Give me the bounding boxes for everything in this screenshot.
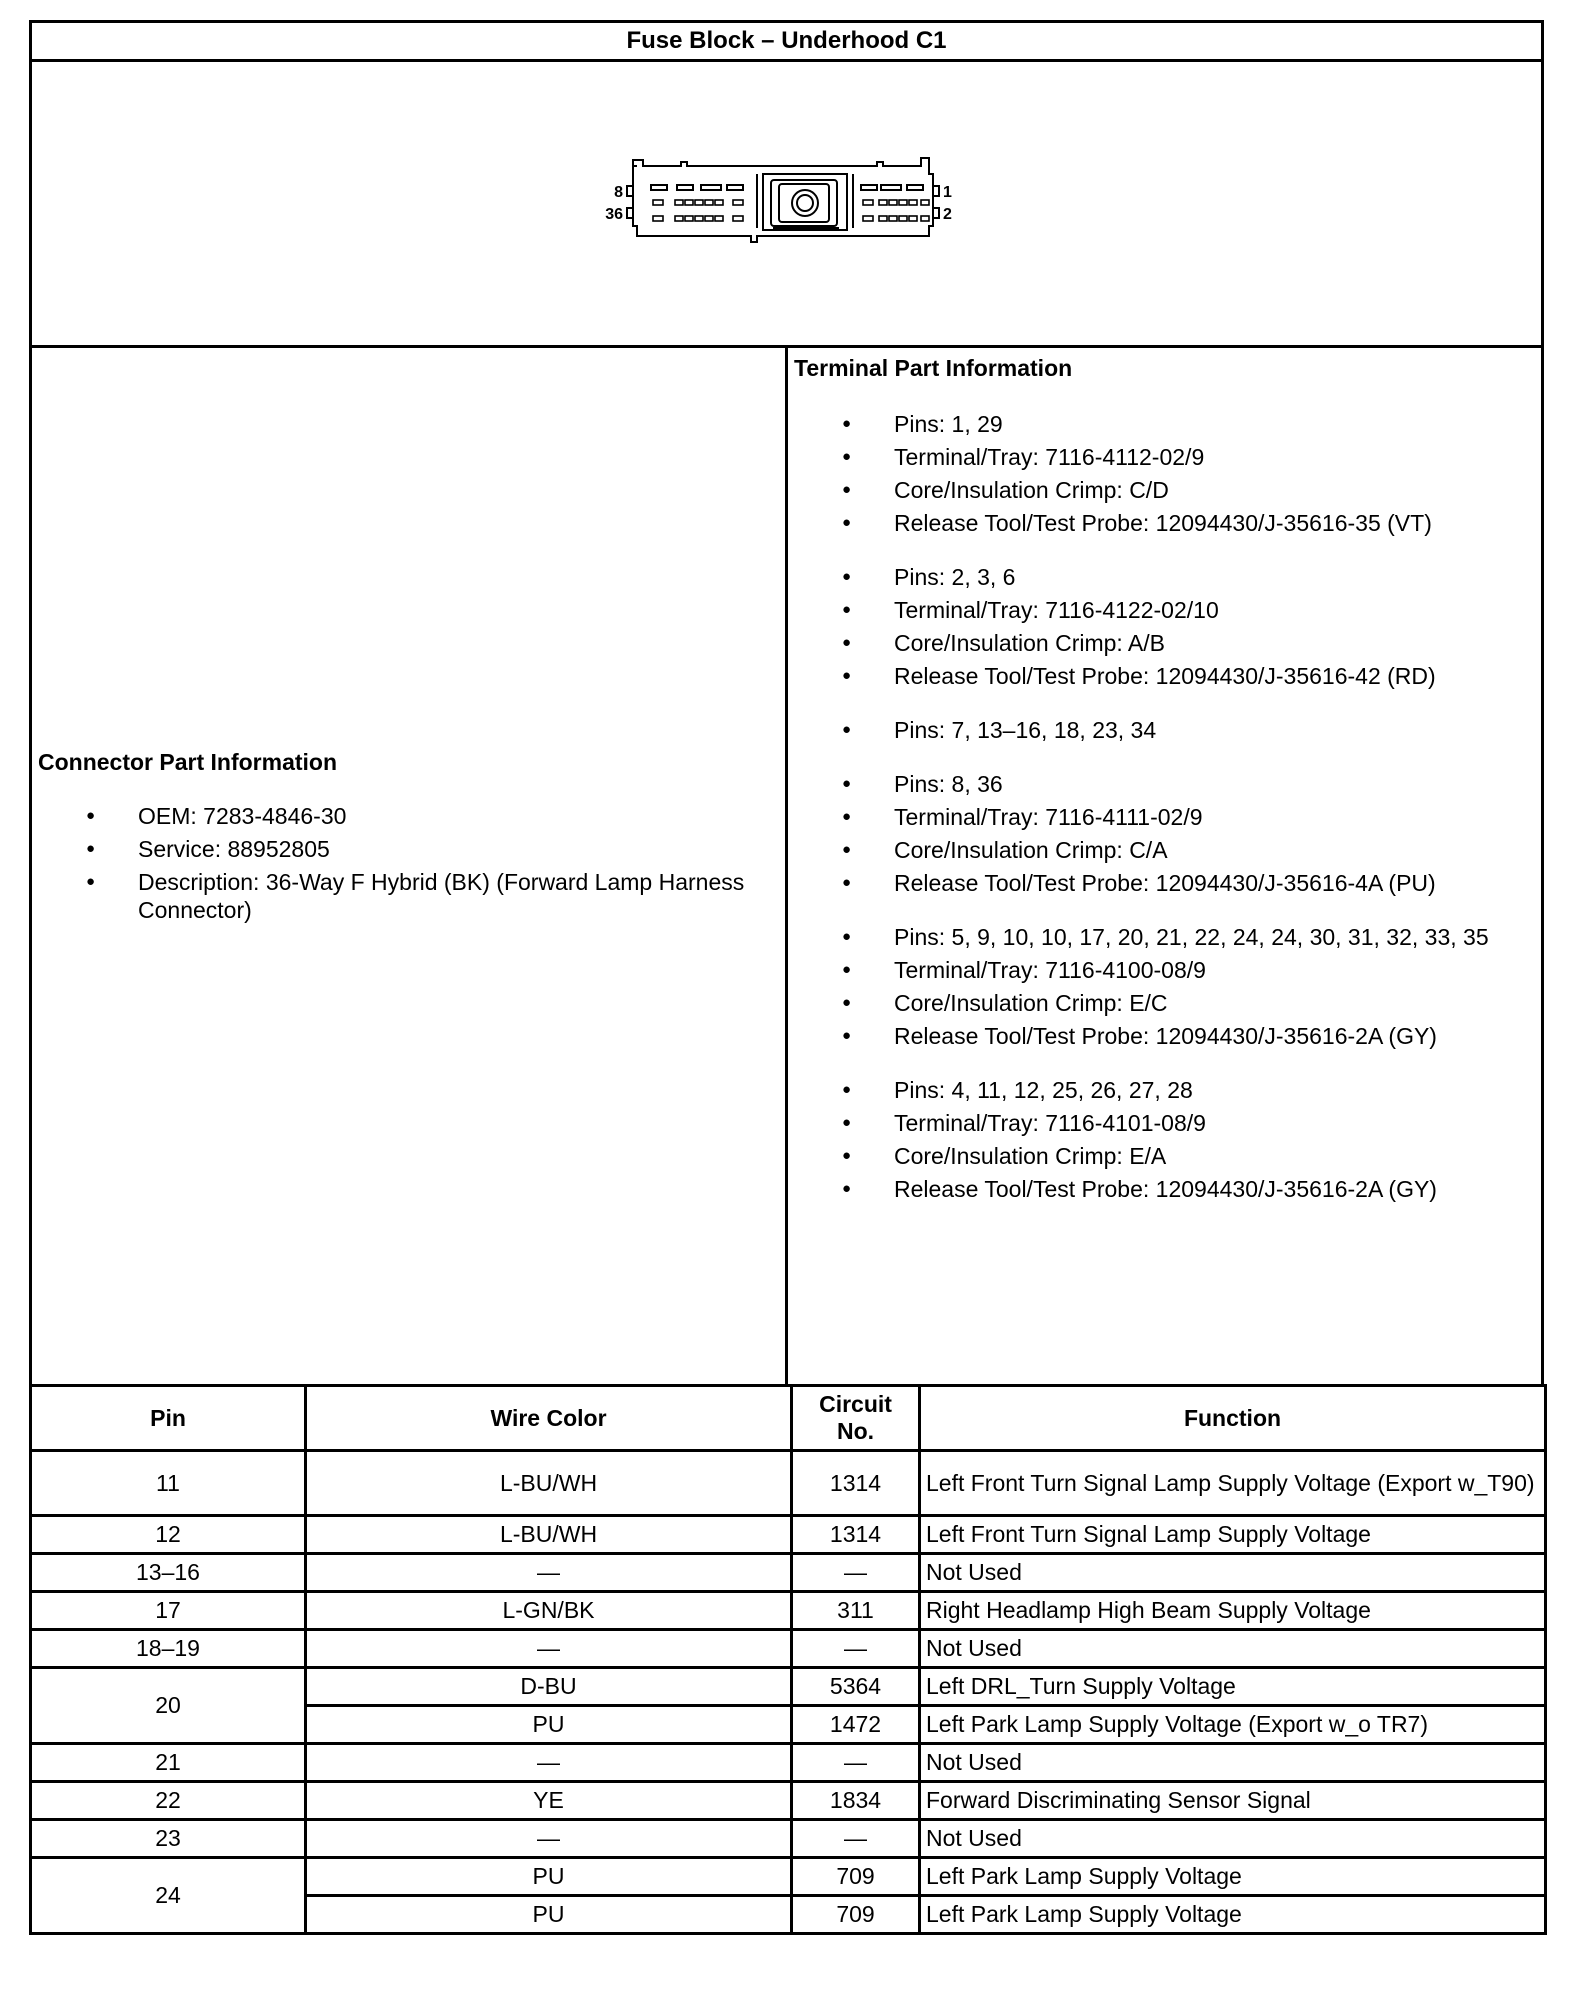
terminal-pins: ● Pins: 1, 29 xyxy=(894,410,1535,438)
table-row xyxy=(31,1554,1546,1592)
cell-circuit: — xyxy=(792,1630,920,1668)
table-row xyxy=(31,1668,1546,1706)
terminal-group xyxy=(794,563,1535,690)
header-wire-color: Wire Color xyxy=(306,1386,792,1451)
header-function: Function xyxy=(920,1386,1546,1451)
cell-pin: 21 xyxy=(31,1744,306,1782)
table-row xyxy=(31,1858,1546,1896)
cell-function: Left Front Turn Signal Lamp Supply Voltage xyxy=(920,1516,1546,1554)
connector-face-diagram xyxy=(577,144,997,264)
table-row xyxy=(31,1744,1546,1782)
connector-info-cell xyxy=(31,347,787,1386)
cell-wire-color: PU xyxy=(306,1896,792,1934)
cell-pin: 20 xyxy=(31,1668,306,1744)
cell-circuit: 709 xyxy=(792,1858,920,1896)
table-row xyxy=(31,1516,1546,1554)
terminal-tray: ● Terminal/Tray: 7116-4101-08/9 xyxy=(894,1109,1535,1137)
pin-table xyxy=(29,1384,1547,1935)
pin-label-2: 2 xyxy=(942,205,952,223)
cell-wire-color: L-BU/WH xyxy=(306,1516,792,1554)
cell-function: Not Used xyxy=(920,1820,1546,1858)
cell-pin: 23 xyxy=(31,1820,306,1858)
table-row xyxy=(31,1451,1546,1516)
cell-function: Left Front Turn Signal Lamp Supply Voltage (Export w_T90) xyxy=(920,1451,1546,1516)
terminal-pins: ● Pins: 2, 3, 6 xyxy=(894,563,1535,591)
cell-wire-color: L-GN/BK xyxy=(306,1592,792,1630)
terminal-pins: ● Pins: 4, 11, 12, 25, 26, 27, 28 xyxy=(894,1076,1535,1104)
connector-description: ● Description: 36-Way F Hybrid (BK) (Forward Lamp Harness Connector) xyxy=(138,868,778,924)
terminal-crimp: ● Core/Insulation Crimp: C/D xyxy=(894,476,1535,504)
terminal-pins: ● Pins: 5, 9, 10, 10, 17, 20, 21, 22, 24, 24, 30, 31, 32, 33, 35 xyxy=(894,923,1535,951)
terminal-tool: ● Release Tool/Test Probe: 12094430/J-35616-2A (GY) xyxy=(894,1175,1535,1203)
terminal-heading: Terminal Part Information xyxy=(794,355,1073,381)
cell-pin: 24 xyxy=(31,1858,306,1934)
cell-function: Left Park Lamp Supply Voltage xyxy=(920,1896,1546,1934)
cell-wire-color: YE xyxy=(306,1782,792,1820)
terminal-crimp: ● Core/Insulation Crimp: E/C xyxy=(894,989,1535,1017)
cell-function: Not Used xyxy=(920,1554,1546,1592)
cell-function: Left Park Lamp Supply Voltage xyxy=(920,1858,1546,1896)
table-row xyxy=(31,1782,1546,1820)
terminal-tool: ● Release Tool/Test Probe: 12094430/J-35616-4A (PU) xyxy=(894,869,1535,897)
cell-function: Not Used xyxy=(920,1744,1546,1782)
cell-pin: 17 xyxy=(31,1592,306,1630)
terminal-group xyxy=(794,770,1535,897)
cell-pin: 11 xyxy=(31,1451,306,1516)
header-circuit-line1: Circuit xyxy=(819,1391,892,1417)
connector-service: ● Service: 88952805 xyxy=(138,835,778,863)
connector-diagram-cell xyxy=(31,61,1543,347)
cell-wire-color: — xyxy=(306,1744,792,1782)
cell-circuit: — xyxy=(792,1820,920,1858)
terminal-tool: ● Release Tool/Test Probe: 12094430/J-35616-2A (GY) xyxy=(894,1022,1535,1050)
header-circuit xyxy=(792,1386,920,1451)
cell-pin: 13–16 xyxy=(31,1554,306,1592)
terminal-tray: ● Terminal/Tray: 7116-4111-02/9 xyxy=(894,803,1535,831)
pin-label-8: 8 xyxy=(613,183,623,201)
connector-frame xyxy=(29,20,1544,1387)
cell-wire-color: L-BU/WH xyxy=(306,1451,792,1516)
cell-circuit: 1834 xyxy=(792,1782,920,1820)
terminal-crimp: ● Core/Insulation Crimp: C/A xyxy=(894,836,1535,864)
terminal-tool: ● Release Tool/Test Probe: 12094430/J-35616-35 (VT) xyxy=(894,509,1535,537)
cell-wire-color: — xyxy=(306,1630,792,1668)
terminal-crimp: ● Core/Insulation Crimp: A/B xyxy=(894,629,1535,657)
connector-oem: ● OEM: 7283-4846-30 xyxy=(138,802,778,830)
cell-circuit: 311 xyxy=(792,1592,920,1630)
terminal-crimp: ● Core/Insulation Crimp: E/A xyxy=(894,1142,1535,1170)
connector-sheet xyxy=(29,20,1544,1935)
terminal-group xyxy=(794,716,1535,744)
cell-circuit: — xyxy=(792,1554,920,1592)
table-row xyxy=(31,1820,1546,1858)
header-circuit-line2: No. xyxy=(836,1418,875,1444)
cell-circuit: 1314 xyxy=(792,1516,920,1554)
terminal-tray: ● Terminal/Tray: 7116-4100-08/9 xyxy=(894,956,1535,984)
terminal-group xyxy=(794,923,1535,1050)
terminal-info-cell xyxy=(787,347,1543,1386)
cell-circuit: — xyxy=(792,1744,920,1782)
pin-label-1: 1 xyxy=(942,183,952,201)
cell-wire-color: — xyxy=(306,1554,792,1592)
cell-function: Left Park Lamp Supply Voltage (Export w_o TR7) xyxy=(920,1706,1546,1744)
header-pin: Pin xyxy=(31,1386,306,1451)
cell-wire-color: PU xyxy=(306,1858,792,1896)
table-row xyxy=(31,1592,1546,1630)
terminal-tray: ● Terminal/Tray: 7116-4122-02/10 xyxy=(894,596,1535,624)
cell-circuit: 5364 xyxy=(792,1668,920,1706)
cell-pin: 12 xyxy=(31,1516,306,1554)
connector-heading: Connector Part Information xyxy=(38,749,338,775)
terminal-tray: ● Terminal/Tray: 7116-4112-02/9 xyxy=(894,443,1535,471)
cell-wire-color: — xyxy=(306,1820,792,1858)
cell-pin: 18–19 xyxy=(31,1630,306,1668)
cell-function: Left DRL_Turn Supply Voltage xyxy=(920,1668,1546,1706)
cell-circuit: 1472 xyxy=(792,1706,920,1744)
cell-function: Forward Discriminating Sensor Signal xyxy=(920,1782,1546,1820)
pin-label-36: 36 xyxy=(604,205,623,223)
terminal-group xyxy=(794,1076,1535,1203)
cell-circuit: 1314 xyxy=(792,1451,920,1516)
cell-wire-color: PU xyxy=(306,1706,792,1744)
terminal-tool: ● Release Tool/Test Probe: 12094430/J-35616-42 (RD) xyxy=(894,662,1535,690)
terminal-pins: ● Pins: 8, 36 xyxy=(894,770,1535,798)
cell-wire-color: D-BU xyxy=(306,1668,792,1706)
cell-function: Not Used xyxy=(920,1630,1546,1668)
page-title: Fuse Block – Underhood C1 xyxy=(31,22,1543,61)
cell-function: Right Headlamp High Beam Supply Voltage xyxy=(920,1592,1546,1630)
connector-list xyxy=(38,802,778,924)
cell-circuit: 709 xyxy=(792,1896,920,1934)
table-row xyxy=(31,1630,1546,1668)
terminal-group xyxy=(794,410,1535,537)
cell-pin: 22 xyxy=(31,1782,306,1820)
terminal-pins: ● Pins: 7, 13–16, 18, 23, 34 xyxy=(894,716,1535,744)
